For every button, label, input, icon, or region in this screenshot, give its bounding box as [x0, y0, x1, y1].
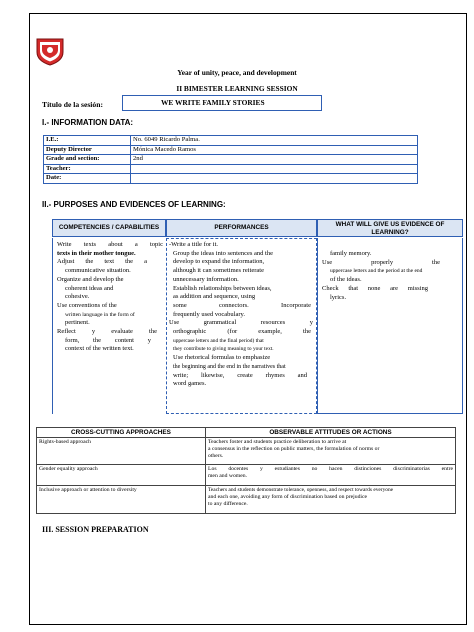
evidence-line: Check that none are missing	[322, 284, 428, 292]
attitude-line: Teachers foster and students practice deliberation to arrive at	[208, 439, 347, 445]
competency-line: Adjust the text the a	[57, 258, 147, 266]
header-attitudes: OBSERVABLE ATTITUDES OR ACTIONS	[206, 428, 456, 438]
info-value: No. 6049 Ricardo Palma.	[131, 136, 418, 146]
info-value: Mónica Macedo Ramos	[131, 145, 418, 155]
info-row	[44, 174, 418, 184]
competency-line: pertinent.	[65, 319, 90, 327]
section-3-title: III. SESSION PREPARATION	[42, 525, 149, 534]
performance-line: Use grammatical resources y	[169, 319, 313, 327]
year-title: Year of unity, peace, and development	[177, 68, 297, 77]
evidence-line: family memory.	[330, 250, 372, 257]
competency-line: form, the content y	[65, 336, 151, 344]
attitude-line: men and women.	[208, 472, 248, 479]
section-2-title: II.- PURPOSES AND EVIDENCES OF LEARNING:	[42, 200, 226, 209]
performance-line: write; likewise, create rhymes and	[173, 371, 307, 379]
performance-line: as addition and sequence, using	[173, 293, 256, 301]
info-key: Grade and section:	[44, 155, 131, 165]
info-row	[44, 136, 418, 146]
session-name-box: WE WRITE FAMILY STORIES	[122, 95, 322, 111]
performance-line: unnecessary information.	[173, 275, 239, 283]
info-row	[44, 145, 418, 155]
competency-line: communicative situation.	[65, 267, 131, 275]
info-key: Teacher:	[44, 164, 131, 174]
competencies-column	[52, 238, 166, 414]
table-row	[37, 438, 456, 465]
attitude-cell	[206, 486, 456, 514]
approach-cell: Gender equality approach	[37, 465, 206, 486]
performance-line: they contribute to giving meaning to your text.	[173, 346, 274, 353]
competency-line: Reflect y evaluate the	[57, 328, 157, 336]
competency-line: Use conventions of the	[57, 301, 117, 309]
attitude-line: to any difference.	[208, 500, 248, 507]
info-value	[131, 164, 418, 174]
attitude-line: others.	[208, 452, 224, 459]
competency-line: coherent ideas and	[65, 284, 114, 292]
cross-cutting-table	[36, 427, 456, 514]
competency-line: context of the written text.	[65, 345, 134, 353]
info-key: Deputy Director	[44, 145, 131, 155]
performance-line: Establish relationships between ideas,	[173, 284, 272, 292]
performance-line: Use rhetorical formulas to emphasize	[173, 354, 271, 362]
approach-cell: Rights-based approach	[37, 438, 206, 465]
performances-column	[166, 238, 317, 414]
info-key: Date:	[44, 174, 131, 184]
competency-line: cohesive.	[65, 293, 90, 301]
info-key: I.E.:	[44, 136, 131, 146]
attitude-cell	[206, 438, 456, 465]
session-label: Título de la sesión:	[42, 100, 103, 109]
evidence-line: lyrics.	[330, 293, 347, 301]
evidence-line: of the ideas.	[330, 276, 362, 284]
performance-line: orthographic (for example, the	[173, 328, 311, 336]
school-logo	[35, 36, 65, 66]
attitude-cell	[206, 465, 456, 486]
header-evidence: WHAT WILL GIVE US EVIDENCE OF LEARNING?	[317, 219, 463, 237]
table-row	[37, 486, 456, 514]
header-approaches: CROSS-CUTTING APPROACHES	[37, 428, 206, 438]
attitude-line: Los docentes y estudiantes no hacen distinciones discriminatorias entre	[208, 466, 453, 472]
section-1-title: I.- INFORMATION DATA:	[42, 118, 134, 127]
session-title: II BIMESTER LEARNING SESSION	[176, 84, 298, 93]
performance-line: word games.	[173, 380, 207, 388]
evidence-column	[317, 238, 463, 414]
info-row	[44, 155, 418, 165]
competency-line: Write texts about a topic	[57, 241, 163, 248]
attitude-line: and each one, avoiding any form of discrimination based on prejudice	[208, 493, 368, 500]
evidence-line: Use properly the	[322, 258, 440, 266]
performance-line: frequently used vocabulary.	[173, 310, 245, 318]
performance-line: develop to expand the information,	[173, 258, 265, 266]
attitude-line: Teachers and students demonstrate tolerance, openness, and respect towards everyone	[208, 487, 394, 493]
competency-line: written language in the form of	[65, 311, 135, 318]
info-value	[131, 174, 418, 184]
performance-line: uppercase letters and the final period) that	[173, 337, 264, 344]
performance-line: the beginning and the end in the narratives that	[173, 363, 286, 370]
approach-cell: Inclusive approach or attention to diversity	[37, 486, 206, 514]
performance-line: -Write a title for it.	[169, 241, 219, 248]
performance-line: Group the ideas into sentences and the	[173, 249, 273, 257]
table-row	[37, 465, 456, 486]
info-value: 2nd	[131, 155, 418, 165]
performance-line: some connectors. Incorporate	[173, 301, 311, 309]
info-row	[44, 164, 418, 174]
attitude-line: a consensus in the reflection on public matters, the formulation of norms or	[208, 445, 380, 452]
header-competencies: COMPETENCIES / CAPABILITIES	[52, 219, 166, 237]
header-performances: PERFORMANCES	[166, 219, 317, 237]
evidence-line: uppercase letters and the period at the end	[330, 268, 423, 275]
competency-line: texts in their mother tongue.	[57, 249, 136, 257]
information-table	[43, 135, 418, 184]
performance-line: although it can sometimes reiterate	[173, 267, 264, 275]
cross-cutting-header-row	[37, 428, 456, 438]
competency-line: Organize and develop the	[57, 275, 124, 283]
